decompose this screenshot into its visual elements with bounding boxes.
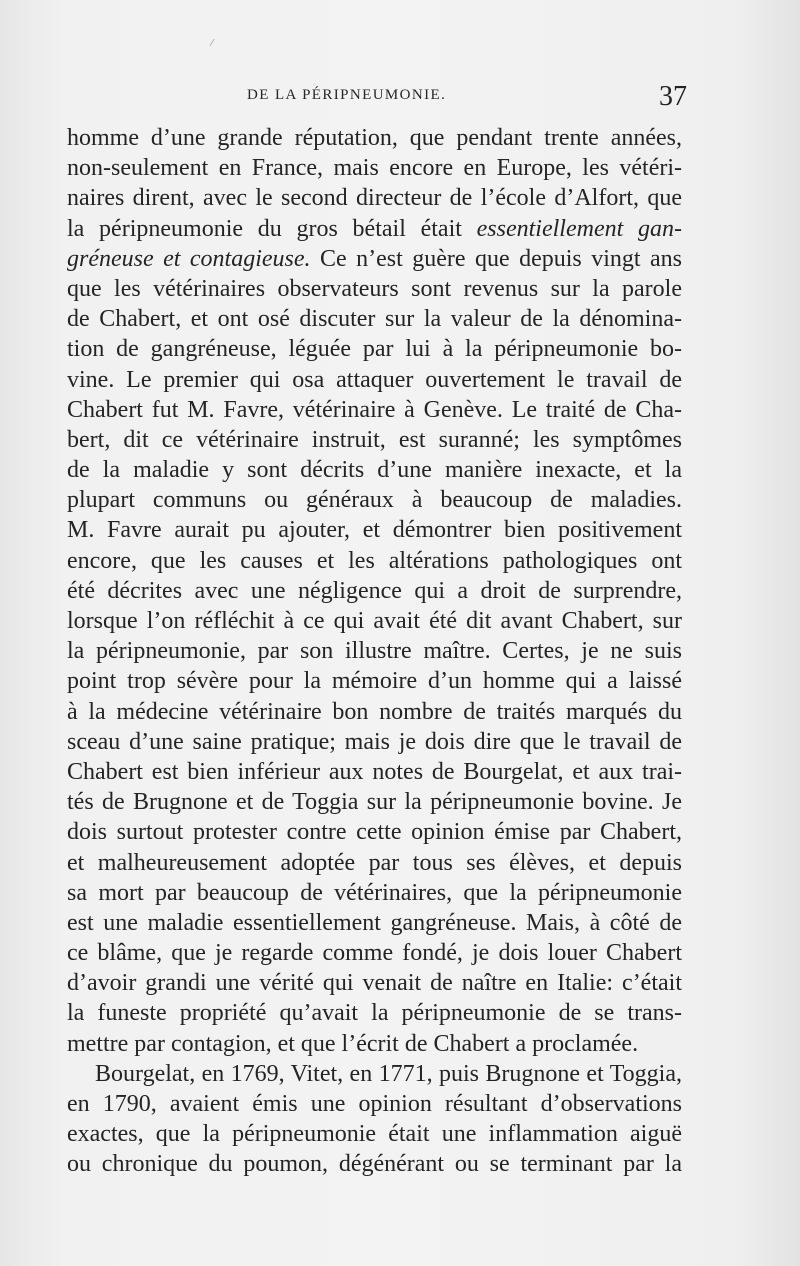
- text-line-1: homme d’une grande réputation, que pendant trente années,: [67, 125, 682, 151]
- scan-mark: [209, 39, 214, 46]
- text-line-5: [67, 244, 682, 274]
- text-line-35: ou chronique du poumon, dégénérant ou se terminant par la: [67, 1151, 682, 1178]
- text-line-10: Chabert fut M. Favre, vétérinaire à Genève. Le traité de Cha-: [67, 396, 682, 423]
- text-line-5-normal: Ce n’est guère que depuis vingt ans: [319, 245, 682, 272]
- text-line-5-italic: gréneuse et contagieuse.: [67, 245, 311, 272]
- text-line-4-italic: essentiellement gan-: [476, 215, 682, 242]
- text-line-14: M. Favre aurait pu ajouter, et démontrer bien positivement: [67, 517, 682, 544]
- text-line-18: la péripneumonie, par son illustre maître. Certes, je ne suis: [67, 638, 682, 665]
- text-line-20: à la médecine vétérinaire bon nombre de traités marqués du: [67, 698, 682, 725]
- text-line-33: en 1790, avaient émis une opinion résultant d’observations: [67, 1091, 682, 1117]
- text-line-31: mettre par contagion, et que l’écrit de Chabert a proclamée.: [67, 1030, 639, 1057]
- text-line-34: exactes, que la péripneumonie était une inflammation aiguë: [67, 1121, 682, 1148]
- text-line-17: lorsque l’on réfléchit à ce qui avait été dit avant Chabert, sur: [67, 608, 682, 634]
- page-header: [67, 83, 685, 113]
- text-line-32: Bourgelat, en 1769, Vitet, en 1771, puis Brugnone et Toggia,: [95, 1060, 682, 1087]
- text-line-26: sa mort par beaucoup de vétérinaires, que la péripneumonie: [67, 879, 682, 906]
- text-line-13: plupart communs ou généraux à beaucoup de maladies.: [67, 487, 682, 514]
- text-line-3: naires dirent, avec le second directeur de l’école d’Alfort, que: [67, 185, 682, 212]
- text-line-15: encore, que les causes et les altérations pathologiques ont: [67, 547, 682, 574]
- text-line-25: et malheureusement adoptée par tous ses élèves, et depuis: [67, 849, 682, 876]
- text-line-12: de la maladie y sont décrits d’une manière inexacte, et la: [67, 457, 682, 484]
- text-line-28: ce blâme, que je regarde comme fondé, je dois louer Chabert: [67, 940, 682, 967]
- text-line-4: [67, 214, 682, 244]
- text-line-27: est une maladie essentiellement gangréneuse. Mais, à côté de: [67, 909, 682, 936]
- text-line-23: tés de Brugnone et de Toggia sur la péripneumonie bovine. Je: [67, 789, 682, 816]
- text-line-4-normal: la péripneumonie du gros bétail était: [67, 215, 462, 242]
- text-line-9: vine. Le premier qui osa attaquer ouvertement le travail de: [67, 366, 682, 393]
- text-line-22: Chabert est bien inférieur aux notes de Bourgelat, et aux trai-: [67, 758, 682, 785]
- main-text: [67, 123, 682, 1180]
- page-number: 37: [659, 81, 687, 112]
- text-line-21: sceau d’une saine pratique; mais je dois dire que le travail de: [67, 728, 682, 755]
- text-line-24: dois surtout protester contre cette opinion émise par Chabert,: [67, 819, 682, 846]
- text-line-6: que les vétérinaires observateurs sont revenus sur la parole: [67, 275, 682, 302]
- text-line-7: de Chabert, et ont osé discuter sur la valeur de la dénomina-: [67, 306, 682, 333]
- text-line-8: tion de gangréneuse, léguée par lui à la péripneumonie bo-: [67, 336, 682, 363]
- text-line-19: point trop sévère pour la mémoire d’un homme qui a laissé: [67, 668, 682, 695]
- text-line-30: la funeste propriété qu’avait la péripneumonie de se trans-: [67, 1000, 682, 1027]
- text-line-2: non-seulement en France, mais encore en Europe, les vétéri-: [67, 155, 682, 182]
- text-line-29: d’avoir grandi une vérité qui venait de naître en Italie: c’était: [67, 970, 682, 997]
- text-line-11: bert, dit ce vétérinaire instruit, est suranné; les symptômes: [67, 426, 682, 453]
- text-line-16: été décrites avec une négligence qui a droit de surprendre,: [67, 577, 682, 604]
- running-head: DE LA PÉRIPNEUMONIE.: [247, 87, 447, 103]
